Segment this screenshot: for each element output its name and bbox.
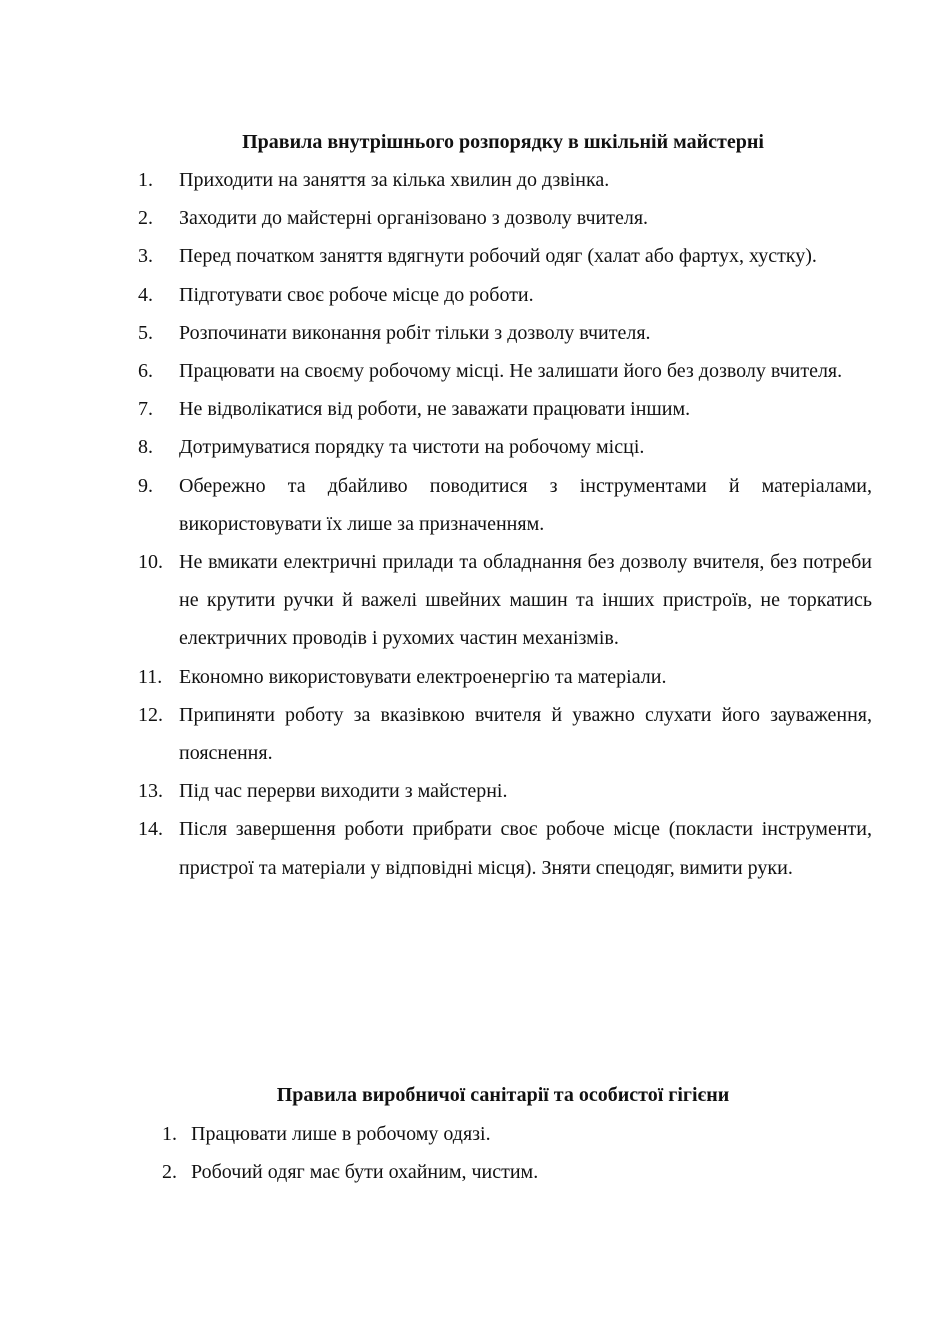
list-item	[138, 696, 872, 772]
list-item-number: 8.	[138, 436, 153, 459]
list-item-number: 12.	[138, 703, 163, 726]
list-item	[138, 237, 872, 275]
list-item	[138, 467, 872, 543]
list-item-number: 10.	[138, 551, 163, 574]
list-item-number: 2.	[138, 207, 153, 230]
list-item-number: 6.	[138, 360, 153, 383]
list-item	[138, 543, 872, 658]
list-item-text: Не відволікатися від роботи, не заважати працювати іншим.	[179, 398, 691, 421]
list-item-text: Економно використовувати електроенергію та матеріали.	[179, 665, 667, 688]
list-item-number: 7.	[138, 398, 153, 421]
list-item	[138, 390, 872, 428]
list-item	[138, 314, 872, 352]
list-item-number: 4.	[138, 283, 153, 306]
list-item-text: Перед початком заняття вдягнути робочий одяг (халат або фартух, хустку).	[179, 245, 817, 268]
list-item-text: Обережно та дбайливо поводитися з інструментами й матеріалами, використовувати їх лише за призначенням.	[179, 474, 872, 535]
list-item	[138, 276, 872, 314]
list-item-text: Робочий одяг має бути охайним, чистим.	[191, 1161, 539, 1184]
list-item	[138, 428, 872, 466]
workshop-rules-list	[138, 161, 872, 887]
list-item-text: Працювати на своєму робочому місці. Не залишати його без дозволу вчителя.	[179, 360, 843, 383]
list-item	[138, 658, 872, 696]
list-item-number: 13.	[138, 780, 163, 803]
list-item-number: 2.	[162, 1161, 177, 1184]
list-item	[138, 352, 872, 390]
list-item-text: Заходити до майстерні організовано з дозволу вчителя.	[179, 207, 649, 230]
list-item-number: 14.	[138, 818, 163, 841]
list-item	[138, 199, 872, 237]
list-item-number: 1.	[162, 1123, 177, 1145]
list-item-number: 9.	[138, 474, 153, 497]
list-item-text: Під час перерви виходити з майстерні.	[179, 780, 508, 803]
section-title-workshop-rules: Правила внутрішнього розпорядку в шкільній майстерні	[242, 131, 764, 153]
list-item-text: Розпочинати виконання робіт тільки з дозволу вчителя.	[179, 321, 651, 344]
list-item-text: Після завершення роботи прибрати своє робоче місце (покласти інструменти, пристрої та матеріали у відповідні місця). Зняти спецодяг, вимити руки.	[179, 818, 872, 879]
list-item-text: Припиняти роботу за вказівкою вчителя й уважно слухати його зауваження, пояснення.	[179, 703, 872, 765]
list-item-text: Працювати лише в робочому одязі.	[191, 1123, 491, 1145]
list-item-text: Дотримуватися порядку та чистоти на робочому місці.	[179, 436, 645, 459]
list-item	[162, 1153, 872, 1191]
list-item	[138, 810, 872, 886]
list-item-number: 3.	[138, 245, 153, 268]
list-item-number: 5.	[138, 321, 153, 344]
list-item	[138, 772, 872, 810]
list-item-number: 11.	[138, 665, 163, 688]
list-item-number: 1.	[138, 169, 153, 191]
list-item	[162, 1115, 872, 1153]
hygiene-rules-list	[162, 1115, 872, 1191]
section-title-hygiene-rules: Правила виробничої санітарії та особистої гігієни	[276, 1084, 730, 1106]
list-item-text: Не вмикати електричні прилади та обладнання без дозволу вчителя, без потреби не крутити ручки й важелі швейних машин та інших пристроїв, не торкатись електричних проводів і рухомих частин механізмів.	[179, 551, 872, 650]
list-item-text: Підготувати своє робоче місце до роботи.	[179, 283, 534, 306]
list-item	[138, 161, 872, 199]
list-item-text: Приходити на заняття за кілька хвилин до дзвінка.	[179, 169, 610, 191]
